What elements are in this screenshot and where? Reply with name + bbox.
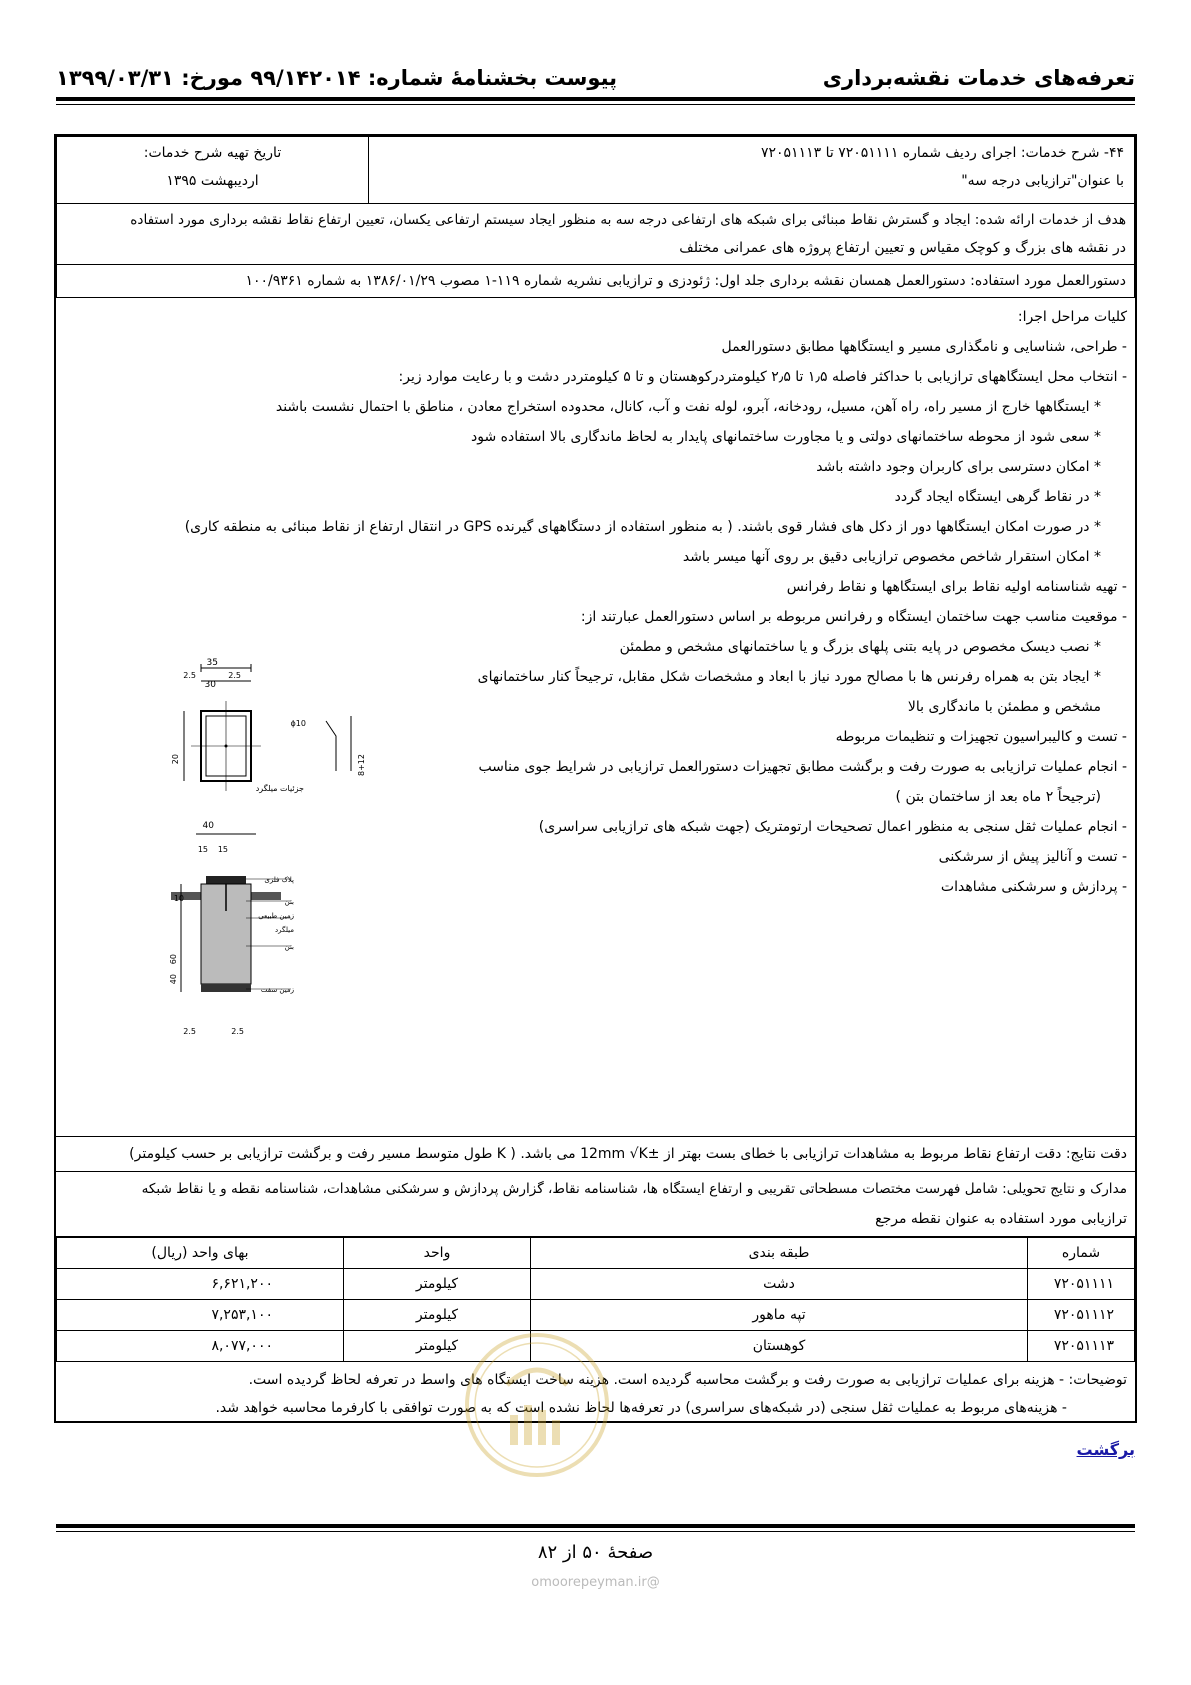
dim-15-left: 15: [197, 845, 208, 854]
step-item: - انجام عملیات ثقل سنجی به منظور اعمال تصحیحات ارتومتریک (جهت شبکه های ترازیابی سراسری): [538, 819, 1127, 835]
row-category: کوهستان: [531, 1331, 1028, 1362]
row-category: تپه ماهور: [531, 1300, 1028, 1331]
header-rule: [56, 97, 1135, 101]
row-number: ۷۲۰۵۱۱۱۱: [1028, 1269, 1135, 1300]
step-item: - طراحی، شناسایی و نامگذاری مسیر و ایستگاهها مطابق دستورالعمل: [721, 339, 1127, 355]
step-item: - تست و کالیبراسیون تجهیزات و تنظیمات مربوطه: [835, 729, 1127, 745]
precision-text: دقت نتایج: دقت ارتفاع نقاط مربوط به مشاهدات ترازیابی با خطای بست بهتر از ±12mm √K می باشد. ( K طول متوسط مسیر رفت و برگشت ترازیابی بر حسب کیلومتر): [129, 1146, 1127, 1162]
header-price: بهای واحد (ریال): [57, 1238, 344, 1269]
page-number: صفحهٔ ۵۰ از ۸۲: [537, 1542, 654, 1563]
steps-title: کلیات مراحل اجرا:: [1017, 309, 1127, 325]
instruction-text: دستورالعمل مورد استفاده: دستورالعمل همسان نقشه برداری جلد اول: ژئودزی و ترازیابی نشریه شماره ۱۱۹-۱ مصوب ۱۳۸۶/۰۱/۲۹ به شماره ۱۰۰/۹۳۶۱: [245, 273, 1126, 289]
dim-10: 10: [173, 894, 184, 903]
header-number: شماره: [1028, 1238, 1135, 1269]
site-watermark: @omoorepeyman.ir: [531, 1575, 660, 1590]
label-ground: زمین طبیعی: [258, 912, 294, 920]
step-subitem: * ایستگاهها خارج از مسیر راه، راه آهن، مسیل، رودخانه، آبرو، لوله نفت و آب، کانال، محدوده استخراج معادن ، مناطق با احتمال نشست باشند: [275, 399, 1101, 415]
precision-section: [56, 1137, 1135, 1172]
watermark-logo: [462, 1330, 612, 1480]
dim-20: 20: [171, 754, 180, 765]
service-sheet: [54, 134, 1137, 1423]
row-number: ۷۲۰۵۱۱۱۲: [1028, 1300, 1135, 1331]
page-header: [56, 60, 1135, 96]
goal-cell: [57, 204, 1135, 265]
deliverables-line-2: ترازیابی مورد استفاده به عنوان نقطه مرجع: [875, 1211, 1127, 1227]
goal-line-1: هدف از خدمات ارائه شده: ایجاد و گسترش نقاط مبنائی برای شبکه های ارتفاعی درجه سه به منظور ایجاد سیستم ارتفاعی یکسان، تعیین ارتفاع نقاط نقشه برداری مورد استفاده: [130, 212, 1126, 228]
dim-35: 35: [206, 658, 218, 668]
rebar-detail-label: جزئیات میلگرد: [255, 784, 304, 793]
label-concrete-body: بتن: [284, 943, 294, 951]
dim-60: 60: [169, 954, 178, 965]
step-subitem: * ایجاد بتن به همراه رفرنس ها با مصالح مورد نیاز با ابعاد و مشخصات شکل مقابل، ترجیحاً کنار ساختمانهای: [477, 669, 1101, 685]
dim-2-5-bottom-left: 2.5: [183, 1027, 196, 1036]
service-subtitle: با عنوان"ترازیابی درجه سه": [961, 173, 1124, 189]
step-subitem: مشخص و مطمئن با ماندگاری بالا: [907, 699, 1101, 715]
benchmark-construction-drawing: [96, 656, 381, 1081]
table-row: [57, 1300, 1135, 1331]
step-item: - تست و آنالیز پیش از سرشکنی: [938, 849, 1127, 865]
row-unit: کیلومتر: [344, 1269, 531, 1300]
step-subitem: * نصب دیسک مخصوص در پایه بتنی پلهای بزرگ و یا ساختمانهای مشخص و مطمئن: [619, 639, 1101, 655]
dim-2-5-left: 2.5: [183, 671, 196, 680]
footer-rule: [56, 1524, 1135, 1528]
rebar-length: 8+12: [357, 754, 366, 776]
footer-rule-thin: [56, 1531, 1135, 1532]
step-subitem: * امکان استقرار شاخص مخصوص ترازیابی دقیق بر روی آنها میسر باشد: [682, 549, 1101, 565]
notes-line-1: توضیحات: - هزینه برای عملیات ترازیابی به صورت رفت و برگشت محاسبه گردیده است. هزینه ساخت ایستگاه های واسط در تعرفه لحاظ گردیده است.: [248, 1372, 1127, 1388]
label-rebar: میلگرد: [274, 926, 294, 934]
service-title: ۴۴- شرح خدمات: اجرای ردیف شماره ۷۲۰۵۱۱۱۱ تا ۷۲۰۵۱۱۱۳: [760, 145, 1124, 161]
dim-40: 40: [202, 821, 214, 831]
price-table-header: [57, 1238, 1135, 1269]
rebar-diameter: ϕ10: [290, 719, 306, 728]
label-metal-plate: پلاک فلزی: [264, 876, 294, 884]
execution-steps: [56, 298, 1135, 1137]
row-price: ۸,۰۷۷,۰۰۰: [57, 1331, 344, 1362]
header-unit: واحد: [344, 1238, 531, 1269]
row-number: ۷۲۰۵۱۱۱۳: [1028, 1331, 1135, 1362]
label-concrete-top: بتن: [284, 898, 294, 906]
instruction-cell: [57, 265, 1135, 298]
dim-2-5-bottom-right: 2.5: [231, 1027, 244, 1036]
step-item: - تهیه شناسنامه اولیه نقاط برای ایستگاهها و نقاط رفرانس: [786, 579, 1127, 595]
label-firm-ground: زمین سفت: [260, 986, 294, 994]
step-item: - انجام عملیات ترازیابی به صورت رفت و برگشت مطابق تجهیزات دستورالعمل ترازیابی در شرایط جوی مناسب: [478, 759, 1127, 775]
step-subitem: * در نقاط گرهی ایستگاه ایجاد گردد: [894, 489, 1101, 505]
goal-line-2: در نقشه های بزرگ و کوچک مقیاس و تعیین ارتفاع پروژه های عمرانی مختلف: [679, 240, 1126, 256]
dim-2-5-right: 2.5: [228, 671, 241, 680]
header-rule-thin: [56, 104, 1135, 105]
row-unit: کیلومتر: [344, 1300, 531, 1331]
deliverables-section: [56, 1172, 1135, 1237]
circular-reference: پیوست بخشنامهٔ شماره: ۹۹/۱۴۲۰۱۴ مورخ: ۱۳۹۹/۰۳/۳۱: [56, 66, 618, 90]
notes-line-2: - هزینه‌های مربوط به عملیات ثقل سنجی (در شبکه‌های سراسری) در تعرفه‌ها لحاظ نشده است که به صورت توافقی با کارفرما محاسبه خواهد شد.: [215, 1400, 1067, 1416]
service-description-cell: [369, 137, 1135, 204]
date-label: تاریخ تهیه شرح خدمات:: [143, 145, 282, 161]
step-subitem: * در صورت امکان ایستگاهها دور از دکل های فشار قوی باشند. ( به منظور استفاده از دستگاههای گیرنده GPS در انتقال ارتفاع از نقاط مبنائی به منطقه کاری): [184, 519, 1101, 535]
dim-40-vertical: 40: [169, 974, 178, 985]
row-unit: کیلومتر: [344, 1331, 531, 1362]
service-info-table: [56, 136, 1135, 298]
row-price: ۶,۶۲۱,۲۰۰: [57, 1269, 344, 1300]
dim-30: 30: [204, 680, 216, 690]
header-category: طبقه بندی: [531, 1238, 1028, 1269]
document-title: تعرفه‌های خدمات نقشه‌برداری: [822, 66, 1135, 90]
date-value: اردیبهشت ۱۳۹۵: [166, 173, 259, 189]
row-price: ۷,۲۵۳,۱۰۰: [57, 1300, 344, 1331]
step-subitem: (ترجیحاً ۲ ماه بعد از ساختمان بتن ): [895, 789, 1101, 805]
step-item: - موقعیت مناسب جهت ساختمان ایستگاه و رفرانس مربوطه بر اساس دستورالعمل عبارتند از:: [580, 609, 1127, 625]
table-row: [57, 1269, 1135, 1300]
back-link[interactable]: برگشت: [1076, 1440, 1135, 1459]
row-category: دشت: [531, 1269, 1028, 1300]
date-cell: [57, 137, 369, 204]
deliverables-line-1: مدارک و نتایج تحویلی: شامل فهرست مختصات مسطحاتی تقریبی و ارتفاع ایستگاه ها، شناسنامه نقاط، گزارش پردازش و سرشکنی مشاهدات، شناسنامه نقطه و یا نقاط شبکه: [141, 1181, 1127, 1197]
step-subitem: * سعی شود از محوطه ساختمانهای دولتی و یا مجاورت ساختمانهای پایدار به لحاظ ماندگاری بالا استفاده شود: [470, 429, 1101, 445]
dim-15-right: 15: [217, 845, 228, 854]
step-subitem: * امکان دسترسی برای کاربران وجود داشته باشد: [816, 459, 1101, 475]
step-item: - پردازش و سرشکنی مشاهدات: [940, 879, 1127, 895]
step-item: - انتخاب محل ایستگاههای ترازیابی با حداکثر فاصله ۱٫۵ تا ۲٫۵ کیلومتردرکوهستان و تا ۵ کیلومتردر دشت و با رعایت موارد زیر:: [398, 369, 1127, 385]
